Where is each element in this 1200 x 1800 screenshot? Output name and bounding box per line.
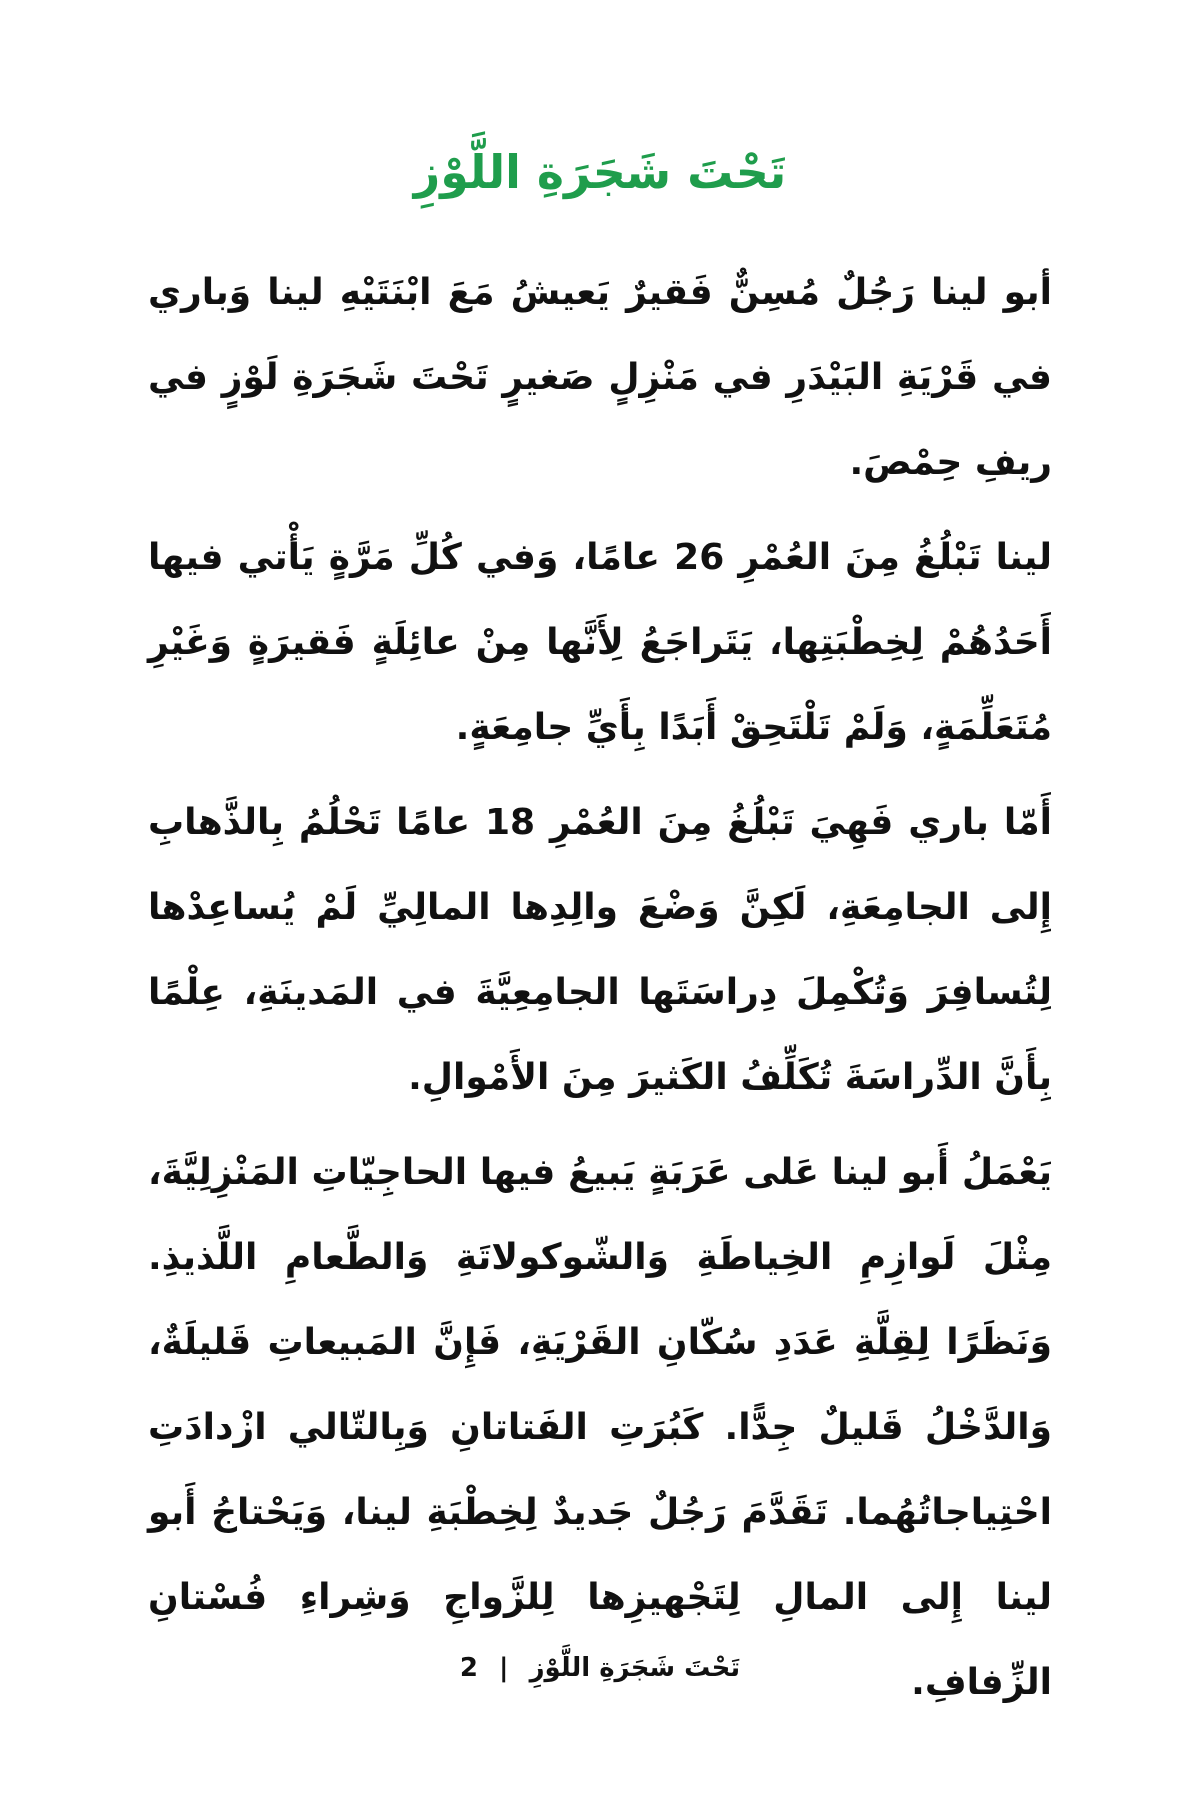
footer-title: تَحْتَ شَجَرَةِ اللَّوْزِ <box>529 1653 741 1683</box>
footer-separator: | <box>499 1653 509 1683</box>
page-title: تَحْتَ شَجَرَةِ اللَّوْزِ <box>413 145 787 199</box>
story-body <box>148 250 1052 1735</box>
paragraph-2: لينا تَبْلُغُ مِنَ العُمْرِ 26 عامًا، وَفي كُلِّ مَرَّةٍ يَأْتي فيها أَحَدُهُمْ لِخِطْبَتِها، يَتَراجَعُ لِأَنَّها مِنْ عائِلَةٍ فَقيرَةٍ وَغَيْرِ مُتَعَلِّمَةٍ، وَلَمْ تَلْتَحِقْ أَبَدًا بِأَيِّ جامِعَةٍ. <box>148 537 1052 748</box>
paragraph-3: أَمّا باري فَهِيَ تَبْلُغُ مِنَ العُمْرِ 18 عامًا تَحْلُمُ بِالذَّهابِ إِلى الجامِعَةِ، لَكِنَّ وَضْعَ والِدِها المالِيِّ لَمْ يُساعِدْها لِتُسافِرَ وَتُكْمِلَ دِراسَتَها الجامِعِيَّةَ في المَدينَةِ، عِلْمًا بِأَنَّ الدِّراسَةَ تُكَلِّفُ الكَثيرَ مِنَ الأَمْوالِ. <box>148 802 1052 1098</box>
page-number: 2 <box>459 1653 478 1683</box>
page-footer <box>0 1650 1200 1686</box>
paragraph-1: أبو لينا رَجُلٌ مُسِنٌّ فَقيرٌ يَعيشُ مَعَ ابْنَتَيْهِ لينا وَباري في قَرْيَةِ البَيْدَرِ في مَنْزِلٍ صَغيرٍ تَحْتَ شَجَرَةِ لَوْزٍ في ريفِ حِمْصَ. <box>148 272 1052 483</box>
paragraph-4: يَعْمَلُ أَبو لينا عَلى عَرَبَةٍ يَبيعُ فيها الحاجِيّاتِ المَنْزِلِيَّةَ، مِثْلَ لَوازِمِ الخِياطَةِ وَالشّوكولاتَةِ وَالطَّعامِ اللَّذيذِ. وَنَظَرًا لِقِلَّةِ عَدَدِ سُكّانِ القَرْيَةِ، فَإِنَّ المَبيعاتِ قَليلَةٌ، وَالدَّخْلُ قَليلٌ جِدًّا. كَبُرَتِ الفَتاتانِ وَبِالتّالي ازْدادَتِ احْتِياجاتُهُما. تَقَدَّمَ رَجُلٌ جَديدٌ لِخِطْبَةِ لينا، وَيَحْتاجُ أَبو لينا إِلى المالِ لِتَجْهيزِها لِلزَّواجِ وَشِراءِ فُسْتانِ الزِّفافِ. <box>148 1152 1052 1703</box>
